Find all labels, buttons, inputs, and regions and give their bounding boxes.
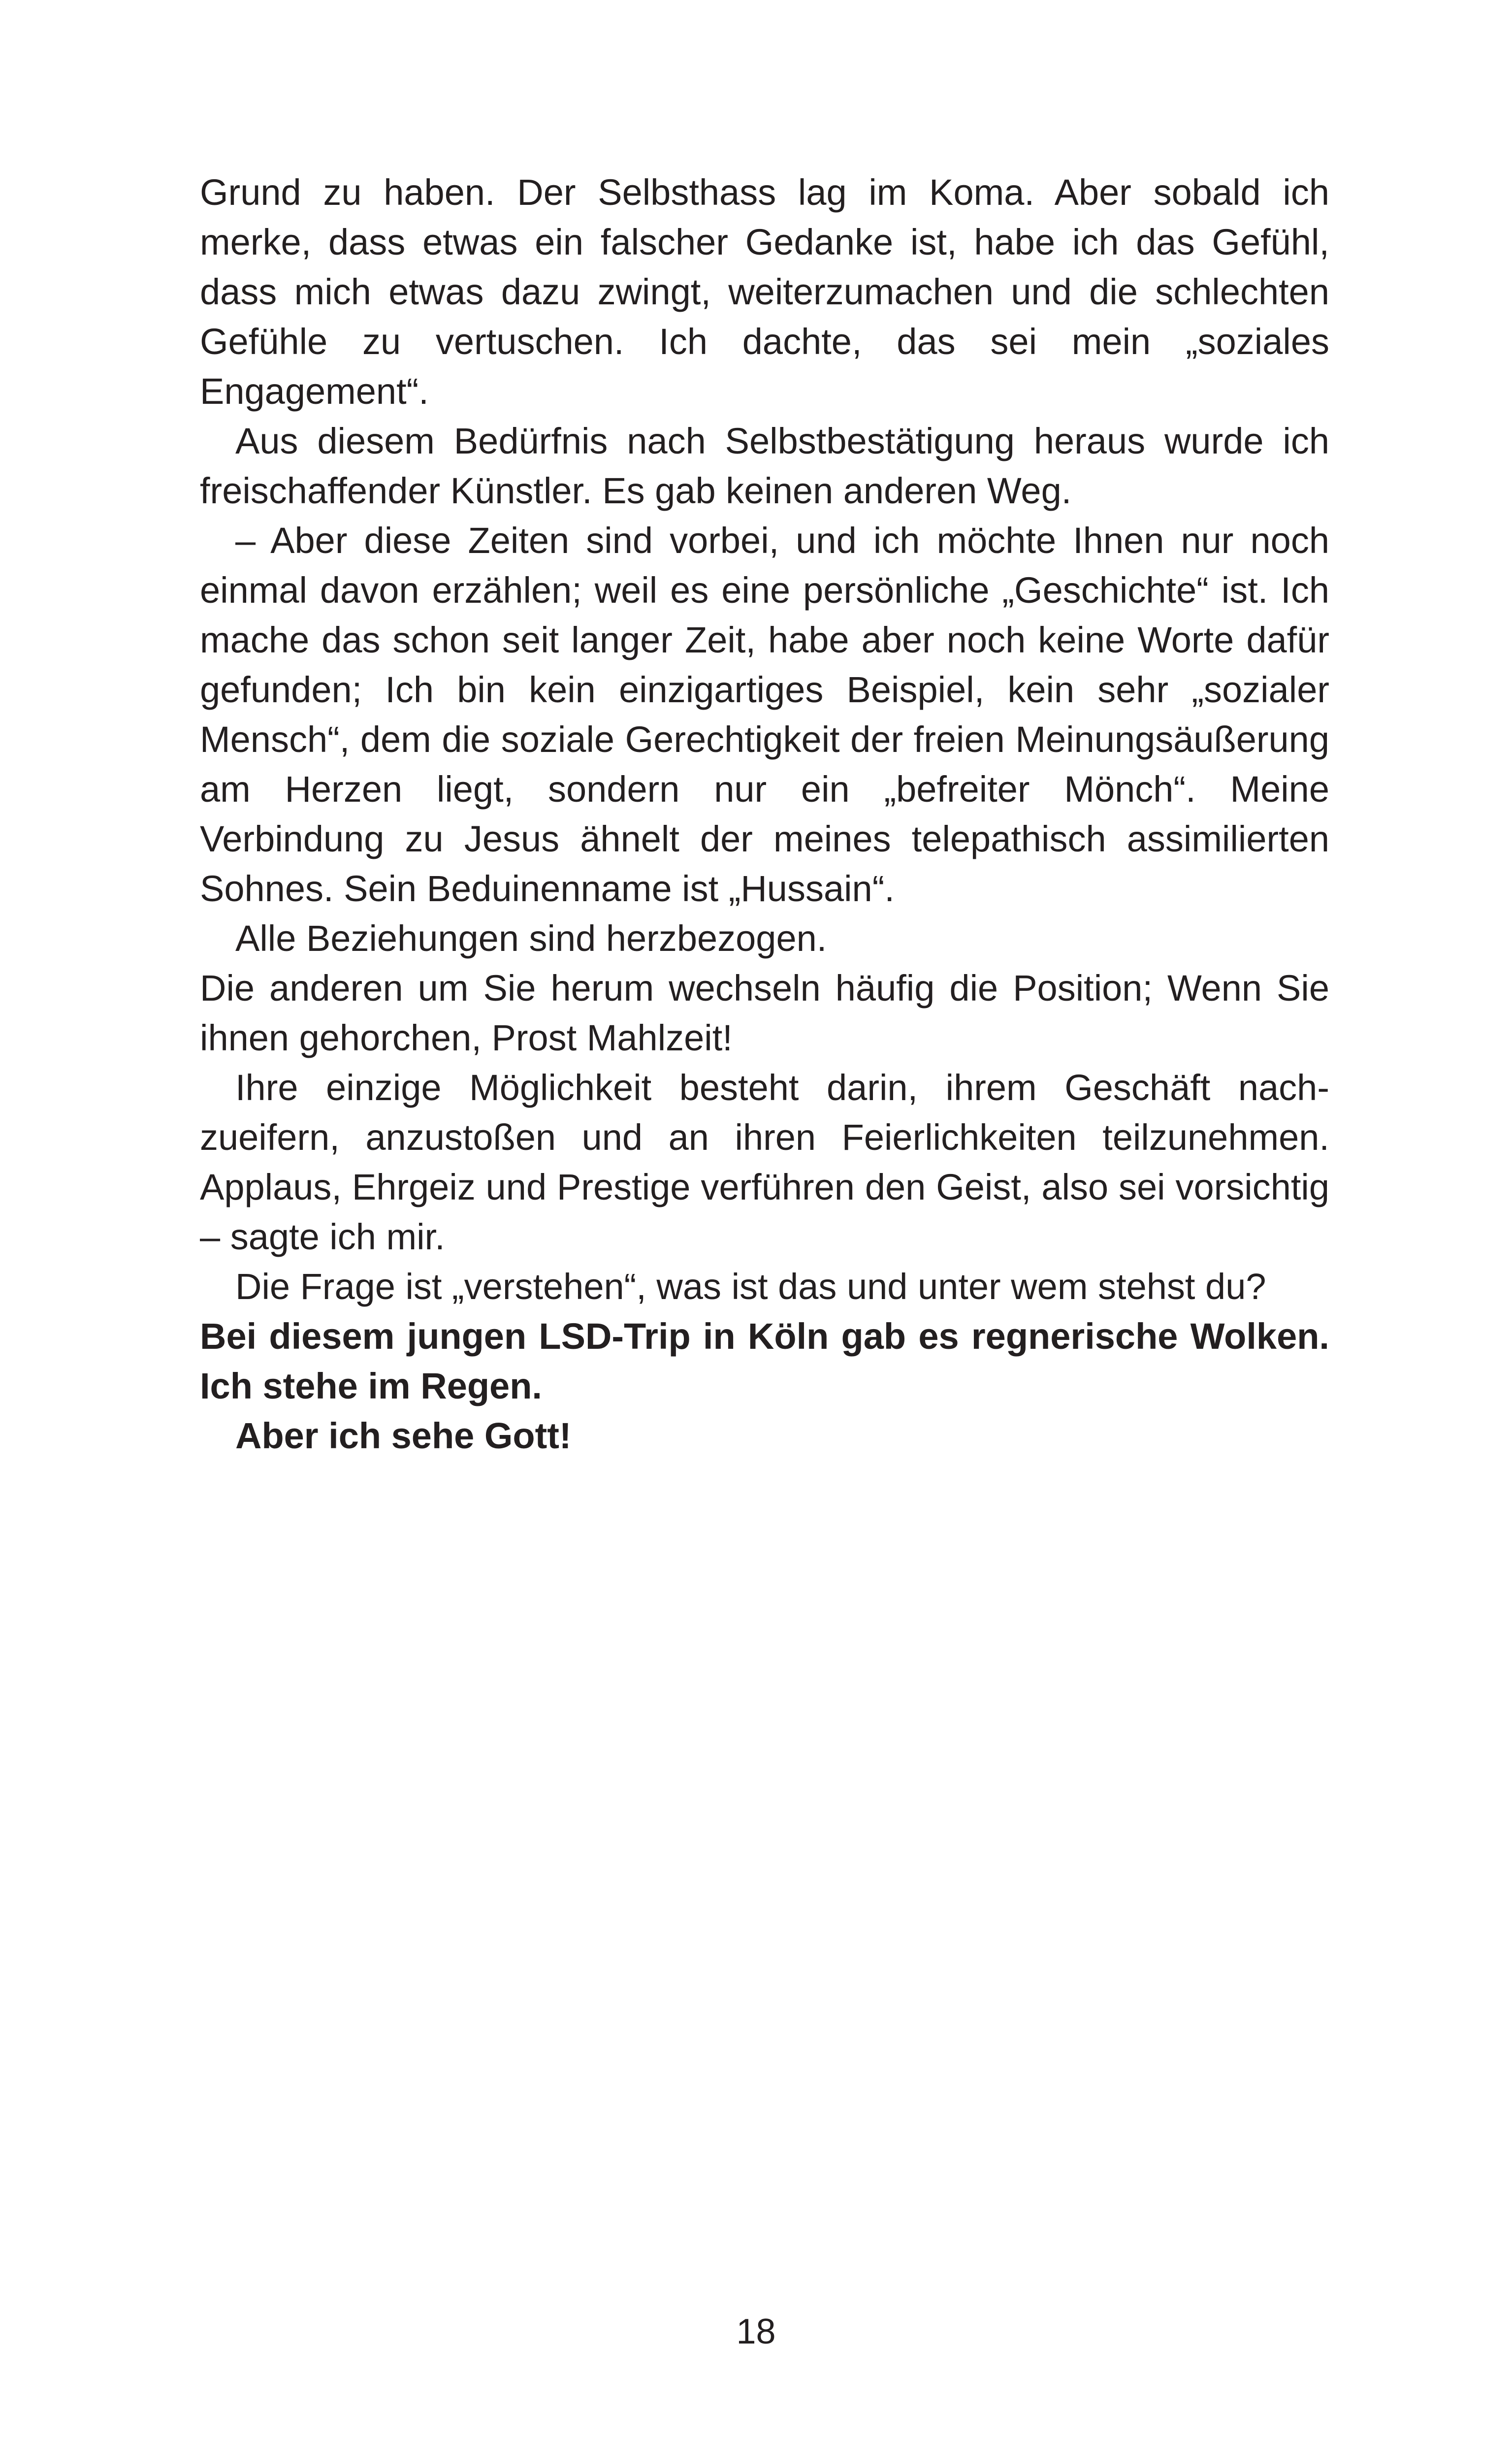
- paragraph-4: Alle Beziehungen sind herzbezogen.: [235, 918, 827, 959]
- paragraph-5: Die anderen um Sie herum wechseln häufig die Position; Wenn Sie ihnen gehorchen, Prost Mahlzeit!: [200, 968, 1329, 1058]
- paragraph-1: Grund zu haben. Der Selbsthass lag im Koma. Aber sobald ich merke, dass etwas ein falscher Gedanke ist, habe ich das Gefühl, dass mich etwas dazu zwingt, weiterzumachen und die schlechten Gefühle zu vertuschen. Ich dachte, das sei mein „soziales Engagement“.: [200, 172, 1329, 412]
- paragraph-3: – Aber diese Zeiten sind vorbei, und ich möchte Ihnen nur noch einmal davon erzählen; weil es eine persönliche „Geschichte“ ist. Ich mache das schon seit langer Zeit, habe aber noch keine Worte dafür gefunden; Ich bin kein einzigartiges Beispiel, kein sehr „sozialer Mensch“, dem die soziale Gerechtigkeit der freien Meinungsäußerung am Herzen liegt, sondern nur ein „befreiter Mönch“. Meine Verbindung zu Jesus ähnelt der meines telepathisch assimilierten Sohnes. Sein Beduinenname ist „Hussain“.: [200, 520, 1329, 909]
- page-number: 18: [736, 2312, 776, 2351]
- paragraph-6: Ihre einzige Möglichkeit besteht darin, ihrem Geschäft nachzueifern, anzustoßen und an ihren Feierlichkeiten teilzunehmen. Applaus, Ehrgeiz und Prestige verführen den Geist, also sei vorsichtig – sagte ich mir.: [200, 1067, 1329, 1257]
- paragraph-7: Die Frage ist „verstehen“, was ist das und unter wem stehst du?: [235, 1266, 1266, 1307]
- paragraph-8-bold: Bei diesem jungen LSD-Trip in Köln gab es regnerische Wolken. Ich stehe im Regen.: [200, 1316, 1329, 1406]
- body-text: [200, 167, 1329, 1461]
- paragraph-9-bold: Aber ich sehe Gott!: [235, 1415, 572, 1456]
- paragraph-2: Aus diesem Bedürfnis nach Selbstbestätigung heraus wurde ich freischaffender Künstler. Es gab keinen anderen Weg.: [200, 421, 1329, 511]
